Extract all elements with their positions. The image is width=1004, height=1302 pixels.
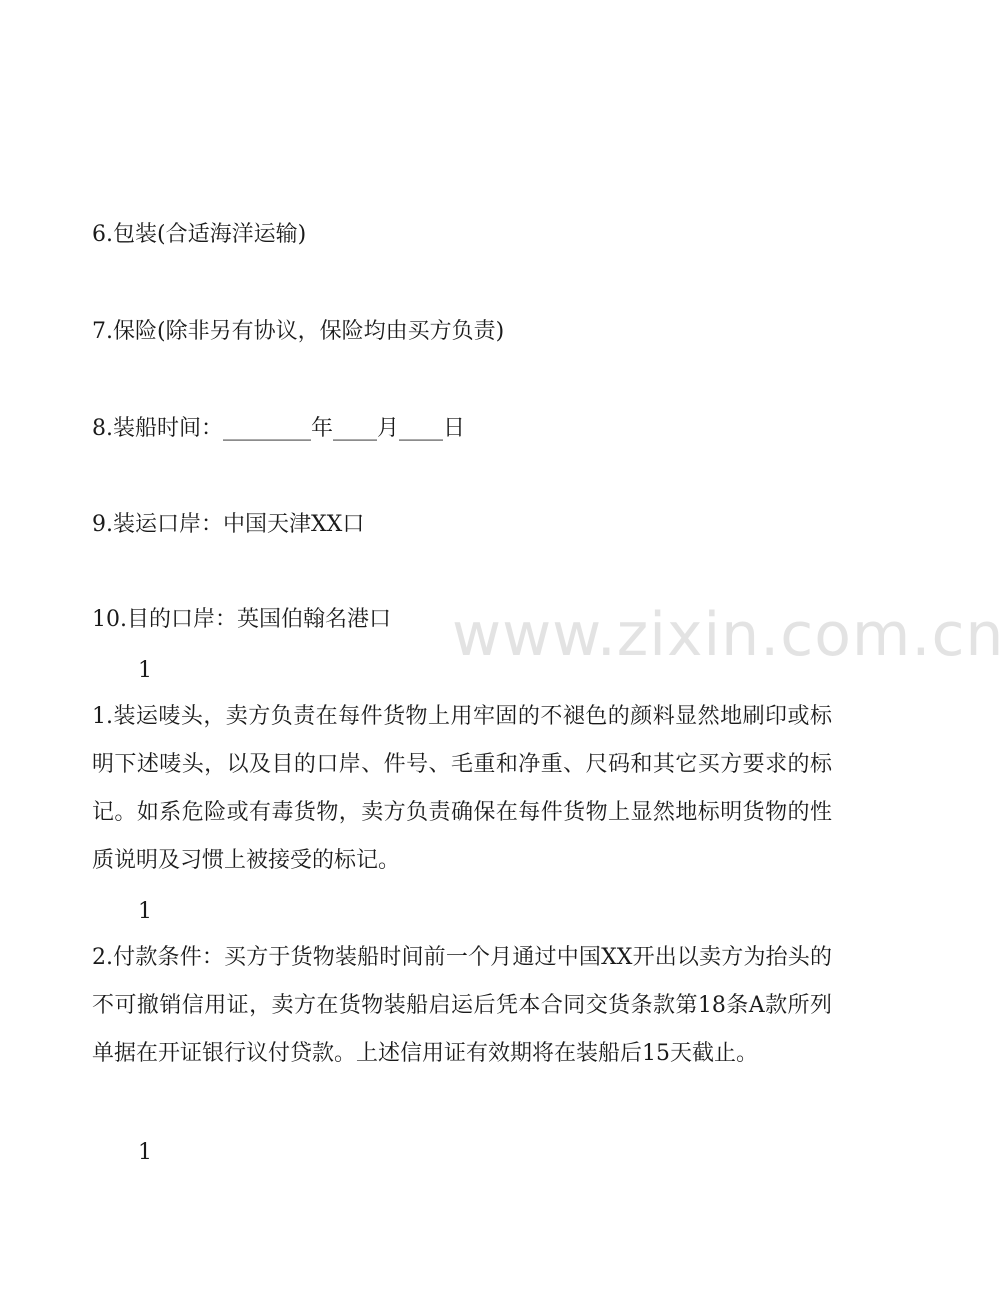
item-packing: 6.包装(合适海洋运输) [92, 222, 307, 247]
item-shipment-time: 8.装船时间：________年____月____日 [92, 416, 465, 441]
payment-terms-paragraph: 2.付款条件：买方于货物装船时间前一个月通过中国XX开出以卖方为抬头的不可撤销信用证，卖方在货物装船启运后凭本合同交货条款第18条A款所列单据在开证银行议付贷款。上述信用证有效期将在装船后15天截止。 [92, 945, 832, 1066]
page-number: 1 [138, 899, 152, 924]
item-insurance: 7.保险(除非另有协议，保险均由买方负责) [92, 319, 505, 344]
page-number: 1 [138, 658, 152, 683]
item-destination-port: 10.目的口岸：英国伯翰名港口 [92, 607, 391, 632]
shipping-marks-paragraph: 1.装运唛头，卖方负责在每件货物上用牢固的不褪色的颜料显然地刷印或标明下述唛头，以及目的口岸、件号、毛重和净重、尺码和其它买方要求的标记。如系危险或有毒货物，卖方负责确保在每件货物上显然地标明货物的性质说明及习惯上被接受的标记。 [92, 704, 832, 873]
watermark: www.zixin.com.cn [452, 600, 1004, 670]
item-loading-port: 9.装运口岸：中国天津XX口 [92, 512, 365, 537]
page-number: 1 [138, 1140, 152, 1165]
